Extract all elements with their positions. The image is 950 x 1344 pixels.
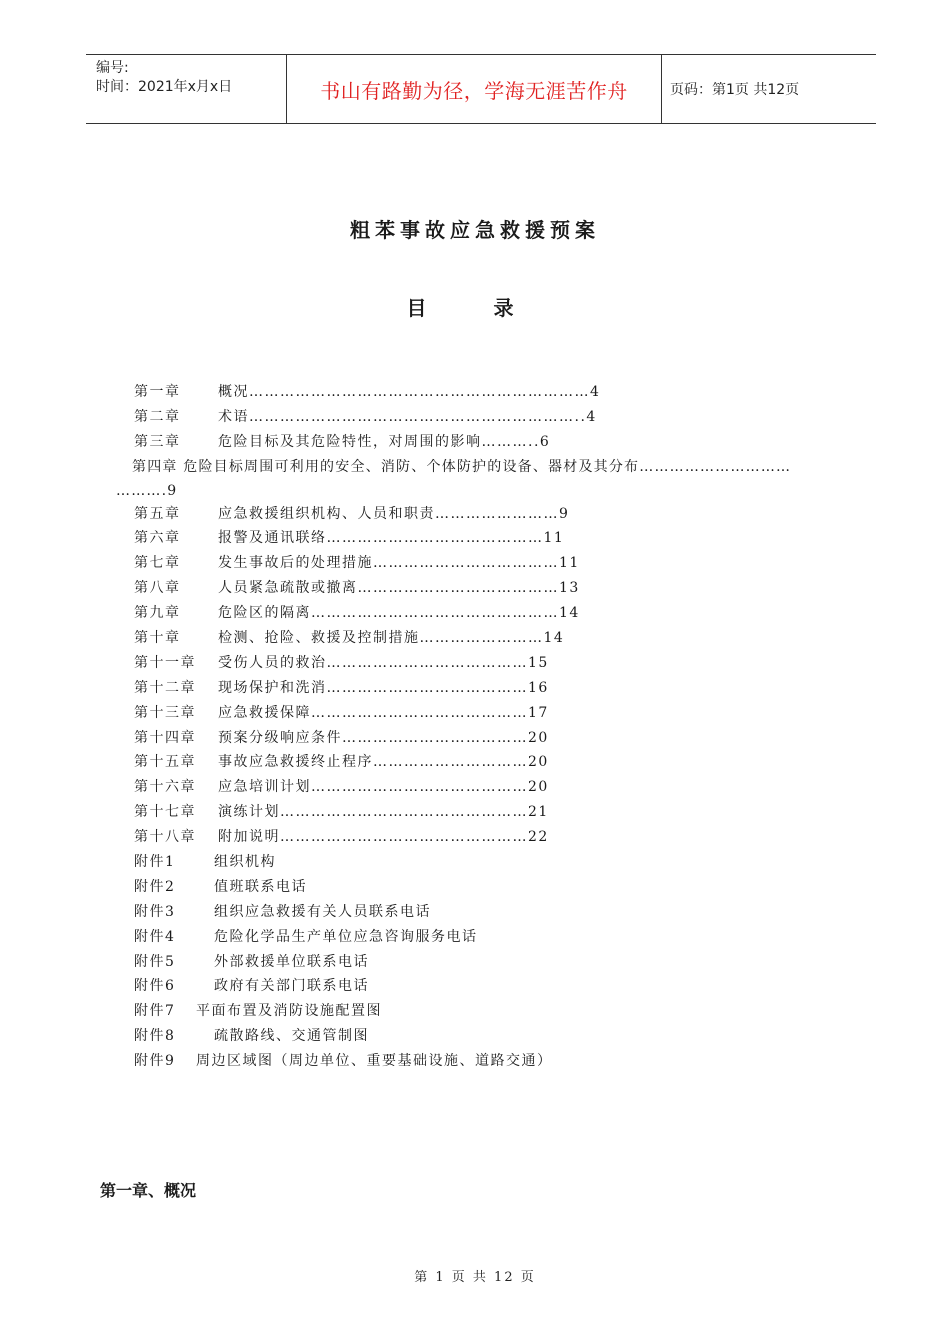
toc-chapter-number: 第十四章 <box>134 729 196 746</box>
toc-entry[interactable] <box>134 701 874 726</box>
toc-attachment-title: 外部救援单位联系电话 <box>214 953 369 970</box>
toc-attachment-title: 政府有关部门联系电话 <box>214 978 369 995</box>
header-page-info: 页码：第1页 共12页 <box>670 82 800 98</box>
toc-attachment-number: 附件2 <box>134 878 176 895</box>
toc-title <box>0 292 950 321</box>
toc-entry[interactable] <box>134 430 874 455</box>
toc-chapter-title: 危险区的隔离…………………………………………14 <box>218 605 580 622</box>
toc-chapter-title: 事故应急救援终止程序…………………………20 <box>218 754 549 771</box>
toc-entry[interactable] <box>134 676 874 701</box>
toc-attachment[interactable] <box>134 900 874 925</box>
toc-chapter-title: 术语………………………………………………………..4 <box>218 408 597 425</box>
toc-chapter-number: 第十一章 <box>134 654 196 671</box>
table-of-contents <box>116 380 874 1074</box>
toc-chapter-title: 受伤人员的救治…………………………………15 <box>218 654 549 671</box>
toc-entry[interactable] <box>134 626 874 651</box>
toc-chapter-number: 第九章 <box>134 605 181 622</box>
toc-entry[interactable] <box>134 601 874 626</box>
toc-entry[interactable] <box>134 502 874 527</box>
toc-attachment-title: 疏散路线、交通管制图 <box>214 1028 369 1045</box>
header-meta <box>96 59 286 97</box>
toc-entry[interactable] <box>134 576 874 601</box>
toc-attachment-number: 附件7 <box>134 1003 176 1020</box>
toc-attachment[interactable] <box>134 999 874 1024</box>
toc-chapter-title: 应急培训计划……………………………………20 <box>218 779 549 796</box>
toc-chapter-number: 第五章 <box>134 505 181 522</box>
toc-chapter-title: 现场保护和洗消…………………………………16 <box>218 679 549 696</box>
toc-chapter-number: 第十六章 <box>134 779 196 796</box>
header-motto: 书山有路勤为径，学海无涯苦作舟 <box>286 55 662 123</box>
toc-attachment-title: 周边区域图（周边单位、重要基础设施、道路交通） <box>196 1053 553 1070</box>
toc-attachment[interactable] <box>134 974 874 999</box>
toc-entry[interactable] <box>134 825 874 850</box>
toc-chapter-number: 第十五章 <box>134 754 196 771</box>
toc-chapter-title: 报警及通讯联络……………………………………11 <box>218 530 565 547</box>
toc-attachment-number: 附件4 <box>134 928 176 945</box>
toc-entry[interactable] <box>134 405 874 430</box>
toc-entry-chapter-4-continuation: ……….9 <box>116 482 178 499</box>
toc-attachment-title: 组织机构 <box>214 854 276 871</box>
document-title: 粗苯事故应急救援预案 <box>350 218 600 242</box>
toc-attachment[interactable] <box>134 1049 874 1074</box>
toc-entry[interactable] <box>134 726 874 751</box>
toc-chapter-number: 第一章 <box>134 384 181 400</box>
toc-chapter-title: 附加说明…………………………………………22 <box>218 829 549 846</box>
toc-chapter-number: 第七章 <box>134 555 181 572</box>
toc-entry[interactable] <box>134 526 874 551</box>
toc-entry[interactable] <box>134 775 874 800</box>
toc-chapter-number: 第十章 <box>134 630 181 647</box>
toc-attachment[interactable] <box>134 850 874 875</box>
toc-chapter-number: 第十七章 <box>134 804 196 821</box>
toc-attachment[interactable] <box>134 875 874 900</box>
toc-chapter-number: 第二章 <box>134 408 181 425</box>
toc-chapter-title: 发生事故后的处理措施………………………………11 <box>218 555 580 572</box>
toc-attachment-number: 附件3 <box>134 903 176 920</box>
toc-attachment[interactable] <box>134 950 874 975</box>
toc-chapter-number: 第十八章 <box>134 829 196 846</box>
toc-attachment[interactable] <box>134 925 874 950</box>
toc-entry[interactable] <box>134 651 874 676</box>
toc-attachment-number: 附件9 <box>134 1053 176 1070</box>
toc-chapter-title: 人员紧急疏散或撤离…………………………………13 <box>218 580 580 597</box>
toc-attachment-number: 附件1 <box>134 854 176 871</box>
toc-chapter-title: 危险目标及其危险特性，对周围的影响………..6 <box>218 433 551 450</box>
toc-chapter-title: 应急救援保障……………………………………17 <box>218 704 549 721</box>
toc-attachment-title: 组织应急救援有关人员联系电话 <box>214 903 431 920</box>
toc-attachment-title: 平面布置及消防设施配置图 <box>196 1003 382 1020</box>
page-header <box>86 54 876 124</box>
toc-attachment-title: 危险化学品生产单位应急咨询服务电话 <box>214 928 478 945</box>
toc-entry[interactable] <box>134 800 874 825</box>
toc-chapter-number: 第三章 <box>134 433 181 450</box>
toc-title-text: 目 录 <box>406 296 544 320</box>
toc-chapter-title: 概况…………………………………………………………4 <box>218 384 601 400</box>
document-time-label: 时间：2021年x月x日 <box>96 79 233 95</box>
section-heading: 第一章、概况 <box>100 1181 197 1200</box>
toc-entry-chapter-4[interactable]: 第四章 危险目标周围可利用的安全、消防、个体防护的设备、器材及其分布………………………… <box>132 458 792 475</box>
toc-chapter-title: 应急救援组织机构、人员和职责……………………9 <box>218 505 570 522</box>
page-footer: 第 1 页 共 12 页 <box>414 1270 536 1285</box>
toc-attachment-number: 附件5 <box>134 953 176 970</box>
document-number-label: 编号: <box>96 60 129 76</box>
toc-entry[interactable] <box>134 380 874 405</box>
toc-entry[interactable] <box>134 551 874 576</box>
toc-entry[interactable] <box>134 750 874 775</box>
toc-chapter-number: 第八章 <box>134 580 181 597</box>
toc-chapter-title: 预案分级响应条件………………………………20 <box>218 729 549 746</box>
toc-chapter-number: 第六章 <box>134 530 181 547</box>
toc-chapter-title: 演练计划…………………………………………21 <box>218 804 549 821</box>
toc-attachment-title: 值班联系电话 <box>214 878 307 895</box>
toc-attachment-number: 附件6 <box>134 978 176 995</box>
toc-chapter-title: 检测、抢险、救援及控制措施……………………14 <box>218 630 565 647</box>
toc-chapter-number: 第十三章 <box>134 704 196 721</box>
toc-attachment-number: 附件8 <box>134 1028 176 1045</box>
toc-chapter-number: 第十二章 <box>134 679 196 696</box>
toc-attachment[interactable] <box>134 1024 874 1049</box>
